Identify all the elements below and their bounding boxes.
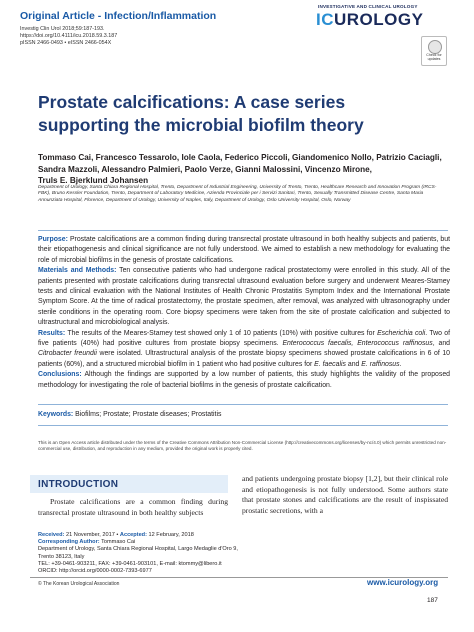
results-label: Results: <box>38 329 66 337</box>
journal-logo-prefix: IC <box>316 10 334 29</box>
keywords-text: Biofilms; Prostate; Prostate diseases; Prostatitis <box>75 411 222 418</box>
section-label: Original Article - Infection/Inflammation <box>20 10 217 22</box>
update-icon <box>428 40 442 54</box>
intro-left-text <box>38 497 228 518</box>
organism-name: E. faecalis <box>314 360 346 368</box>
corresponding-author-line <box>38 539 248 546</box>
affiliations: Department of Urology, Santa Chiara Regional Hospital, Trento, Department of Industrial Engineering, University of Trento, Trento, Healthcare Research and Innovation Program (IRCS-FBK), Bruno Kessler Foundation, Trento, Department of Laboratory Medicine, Azienda Provinciale per i Servizi Sanitari, Trento, Sexually Transmitted Disease Centre, Santa Maria Annunziata Hospital, Florence, Department of Urology, University of Naples, Italy, Department of Urology, Oslo University Hospital, Oslo, Norway <box>38 185 437 203</box>
badge-label: Check for updates <box>426 53 442 61</box>
author-line: Tommaso Cai, Francesco Tessarolo, Iole Caola, Federico Piccoli, Giandomenico Nollo, Patrizio Caciagli, <box>38 153 442 162</box>
journal-logo <box>316 10 423 30</box>
corresponding-author-label: Corresponding Author: <box>38 539 100 546</box>
orcid-link[interactable]: ORCID: http://orcid.org/0000-0002-7393-6977 <box>38 568 152 575</box>
check-for-updates-badge[interactable] <box>421 36 447 66</box>
organism-name: E. raffinosus <box>361 360 400 368</box>
journal-logo-suffix: UROLOGY <box>334 10 424 29</box>
dates-line <box>38 532 248 539</box>
intro-right-text: and patients undergoing prostate biopsy [1,2], but their clinical role and etiopathogenesis is not fully understood. Some authors state that prostate stones and calcifications are the result of inspissated prostatic secretions, with a <box>242 474 448 515</box>
organism-name: Citrobacter freundii <box>38 350 97 358</box>
organism-name: Enterococcus faecalis, Enterococcus raffinosus <box>282 340 433 348</box>
author-contact[interactable]: TEL: +39-0461-903211, FAX: +39-0461-903101, E-mail: ktommy@libero.it <box>38 560 222 567</box>
citation-line: Investig Clin Urol 2018;59:187-193. <box>20 26 105 32</box>
journal-name-small: INVESTIGATIVE AND CLINICAL UROLOGY <box>318 4 418 9</box>
article-title: Prostate calcifications: A case series supporting the microbial biofilm theory <box>38 92 364 135</box>
methods-label: Materials and Methods: <box>38 267 117 275</box>
author-list <box>38 152 448 187</box>
date-separator: • <box>116 532 119 538</box>
purpose-label: Purpose: <box>38 236 68 243</box>
conclusions-text: Although the findings are supported by a low number of patients, this study highlights the validity of the proposed methodology for investigating the role of bacterial biofilms in the genesis of prostate calcification. <box>38 371 450 389</box>
author-line: Truls E. Bjerklund Johansen <box>38 176 149 185</box>
results-text: were isolated. Ultrastructural analysis of the prostate biopsy specimens showed prostate calcifications in 6 of 10 patients (60%), and a structured microbial biofilm in 1 patient who had positive cultures for <box>38 350 451 368</box>
results-text: . Two of five patients (40%) had positive cultures from prostate biopsy specimens. <box>38 329 451 348</box>
keywords-label: Keywords: <box>38 411 74 418</box>
purpose-text: Prostate calcifications are a common finding during transrectal prostate ultrasound in both healthy subjects and patients, but their etiopathogenesis and clinical significance are not fully understood. We aimed to establish a new methodology for evaluating the role of microbial biofilms in the genesis of prostate calcifications. <box>38 236 451 264</box>
citation-info <box>20 26 117 47</box>
license-notice: This is an Open Access article distributed under the terms of the Creative Commons Attribution Non-Commercial License (http://creativecommons.org/licenses/by-nc/4.0) which permits unrestricted non-commercial use, distribution, and reproduction in any medium, provided the original work is properly cited. <box>38 440 447 451</box>
journal-website-link[interactable]: www.icurology.org <box>367 578 439 587</box>
results-text: The results of the Meares-Stamey test showed only 1 of 10 patients (10%) with positive cultures for <box>67 329 378 337</box>
intro-paragraph: Prostate calcifications are a common finding during transrectal prostate ultrasound in both healthy subjects <box>38 497 228 517</box>
methods-text: Ten consecutive patients who had undergone radical prostatectomy were enrolled in this study. All of the patients presented with prostate calcifications during transrectal ultrasound evaluation before surgery and underwent Meares-Stamey tests and clinical evaluation with the National Institutes of Health Chronic Prostatitis Symptom Index and the International Prostate Symptom Score. At the time of radical prostatectomy, the prostate specimen, after removal, was analyzed with ultrasonography under sterile conditions in the operating room. Core biopsy specimens were taken from the site of prostate calcification and subjected to ultrastructural and microbiological analysis. <box>38 267 450 327</box>
abstract-top-divider <box>38 230 448 231</box>
copyright-notice: © The Korean Urological Association <box>38 581 120 587</box>
author-address: Department of Urology, Santa Chiara Regional Hospital, Largo Medaglie d'Oro 9, Trento 38123, Italy <box>38 546 238 560</box>
keywords-bottom-divider <box>38 425 448 426</box>
abstract <box>38 235 450 391</box>
doi-link[interactable]: https://doi.org/10.4111/icu.2018.59.3.187 <box>20 33 118 39</box>
conclusions-label: Conclusions: <box>38 371 82 379</box>
intro-heading: INTRODUCTION <box>38 479 119 490</box>
accepted-date: 12 February, 2018 <box>148 532 194 538</box>
keywords <box>38 411 221 418</box>
correspondence-block <box>38 532 248 575</box>
citation-line: pISSN 2466-0493 • eISSN 2466-054X <box>20 40 112 46</box>
received-label: Received: <box>38 532 65 538</box>
received-date: 21 November, 2017 <box>66 532 115 538</box>
results-text: and <box>345 360 362 368</box>
corresponding-author-name: Tommaso Cai <box>101 539 136 546</box>
page-number: 187 <box>427 597 438 604</box>
author-line: Sandra Mazzoli, Alessandro Palmieri, Paolo Verze, Gianni Malossini, Vincenzo Mirone, <box>38 164 372 174</box>
keywords-top-divider <box>38 404 448 405</box>
results-text: . <box>399 360 402 368</box>
results-text: , and <box>432 340 451 348</box>
accepted-label: Accepted: <box>119 532 147 538</box>
organism-name: Escherichia coli <box>377 329 426 337</box>
